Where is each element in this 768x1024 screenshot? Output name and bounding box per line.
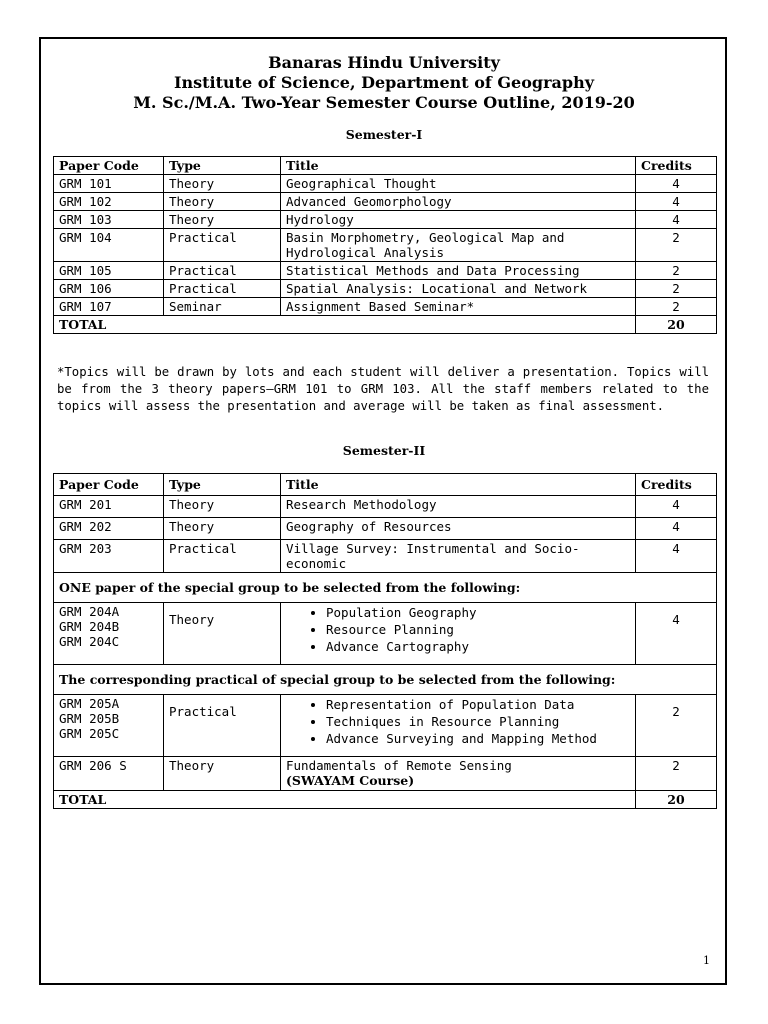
paper-type: Practical (164, 540, 281, 573)
col-type: Type (164, 157, 281, 175)
col-title: Title (281, 157, 636, 175)
page-number: 1 (703, 954, 710, 967)
special-group-note-row (54, 573, 717, 603)
table-row (54, 540, 717, 573)
paper-credits: 4 (636, 193, 717, 211)
table-row (54, 757, 717, 791)
practical-group-note-row (54, 665, 717, 695)
paper-title: Spatial Analysis: Locational and Network (281, 280, 636, 298)
special-group-note: ONE paper of the special group to be selected from the following: (54, 573, 717, 603)
paper-credits: 2 (636, 229, 717, 262)
paper-type: Practical (164, 280, 281, 298)
semester-2-table (53, 473, 717, 809)
total-label: TOTAL (54, 316, 636, 334)
paper-title: Advanced Geomorphology (281, 193, 636, 211)
col-credits: Credits (636, 157, 717, 175)
paper-type: Theory (164, 175, 281, 193)
semester-1-table (53, 156, 717, 334)
paper-code: GRM 206 S (54, 757, 164, 791)
list-item: • Resource Planning (326, 621, 630, 638)
col-title: Title (281, 474, 636, 496)
paper-type: Theory (164, 757, 281, 791)
paper-code: GRM 203 (54, 540, 164, 573)
department-title: Institute of Science, Department of Geography (173, 73, 594, 92)
table-row (54, 211, 717, 229)
total-row (54, 791, 717, 809)
paper-code: GRM 205B (59, 711, 120, 726)
paper-title: Statistical Methods and Data Processing (281, 262, 636, 280)
table-row (54, 193, 717, 211)
paper-code: GRM 103 (54, 211, 164, 229)
list-item: • Advance Cartography (326, 638, 630, 655)
paper-type: Practical (164, 229, 281, 262)
swayam-subtitle: (SWAYAM Course) (286, 773, 415, 788)
swayam-title: Fundamentals of Remote Sensing (286, 758, 512, 773)
paper-title: Hydrology (281, 211, 636, 229)
paper-code: GRM 102 (54, 193, 164, 211)
paper-code: GRM 104 (54, 229, 164, 262)
paper-type: Theory (164, 518, 281, 540)
paper-credits: 2 (636, 262, 717, 280)
table-header-row (54, 157, 717, 175)
special-group-row (54, 603, 717, 665)
col-credits: Credits (636, 474, 717, 496)
university-title: Banaras Hindu University (268, 53, 500, 72)
list-item: • Advance Surveying and Mapping Method (326, 730, 630, 747)
paper-code: GRM 205A (59, 696, 120, 711)
paper-credits: 4 (636, 540, 717, 573)
paper-credits: 4 (636, 496, 717, 518)
semester-2-heading: Semester-II (342, 443, 426, 458)
paper-code: GRM 204A (59, 604, 120, 619)
col-paper-code: Paper Code (54, 474, 164, 496)
semester-1-heading: Semester-I (345, 127, 423, 142)
list-item: • Techniques in Resource Planning (326, 713, 630, 730)
paper-type: Practical (164, 262, 281, 280)
practical-group-row (54, 695, 717, 757)
paper-title (281, 757, 636, 791)
practical-group-codes (54, 695, 164, 757)
paper-title: Assignment Based Seminar* (281, 298, 636, 316)
table-row (54, 262, 717, 280)
paper-type: Theory (164, 603, 281, 665)
table-header-row (54, 474, 717, 496)
paper-type: Theory (164, 211, 281, 229)
paper-type: Theory (164, 496, 281, 518)
paper-type: Practical (164, 695, 281, 757)
paper-credits: 2 (636, 695, 717, 757)
total-row (54, 316, 717, 334)
paper-title: Geographical Thought (281, 175, 636, 193)
practical-group-note: The corresponding practical of special group to be selected from the following: (54, 665, 717, 695)
paper-credits: 4 (636, 603, 717, 665)
total-label: TOTAL (54, 791, 636, 809)
paper-code: GRM 204C (59, 634, 120, 649)
paper-code: GRM 204B (59, 619, 120, 634)
table-row (54, 496, 717, 518)
paper-credits: 4 (636, 175, 717, 193)
paper-code: GRM 201 (54, 496, 164, 518)
paper-title: Geography of Resources (281, 518, 636, 540)
seminar-footnote: *Topics will be drawn by lots and each student will deliver a presentation. Topics will be from the 3 theory papers—GRM 101 to GRM 103. All the staff members related to the topics will assess the presentation and average will be taken as final assessment. (57, 365, 709, 413)
paper-credits: 2 (636, 298, 717, 316)
list-item: • Population Geography (326, 604, 630, 621)
paper-code: GRM 105 (54, 262, 164, 280)
paper-code: GRM 202 (54, 518, 164, 540)
table-row (54, 298, 717, 316)
paper-title: Basin Morphometry, Geological Map and Hydrological Analysis (281, 229, 636, 262)
col-type: Type (164, 474, 281, 496)
list-item: • Representation of Population Data (326, 696, 630, 713)
paper-title: Research Methodology (281, 496, 636, 518)
paper-credits: 2 (636, 280, 717, 298)
paper-credits: 4 (636, 518, 717, 540)
table-row (54, 175, 717, 193)
paper-code: GRM 107 (54, 298, 164, 316)
paper-type: Seminar (164, 298, 281, 316)
total-credits: 20 (636, 316, 717, 334)
paper-credits: 2 (636, 757, 717, 791)
paper-code: GRM 101 (54, 175, 164, 193)
paper-type: Theory (164, 193, 281, 211)
practical-group-options (281, 695, 636, 757)
special-group-codes (54, 603, 164, 665)
paper-title: Village Survey: Instrumental and Socio-economic (281, 540, 636, 573)
course-outline-title: M. Sc./M.A. Two-Year Semester Course Outline, 2019-20 (133, 93, 635, 112)
table-row (54, 229, 717, 262)
paper-code: GRM 106 (54, 280, 164, 298)
table-row (54, 280, 717, 298)
paper-code: GRM 205C (59, 726, 120, 741)
special-group-options (281, 603, 636, 665)
total-credits: 20 (636, 791, 717, 809)
table-row (54, 518, 717, 540)
col-paper-code: Paper Code (54, 157, 164, 175)
paper-credits: 4 (636, 211, 717, 229)
